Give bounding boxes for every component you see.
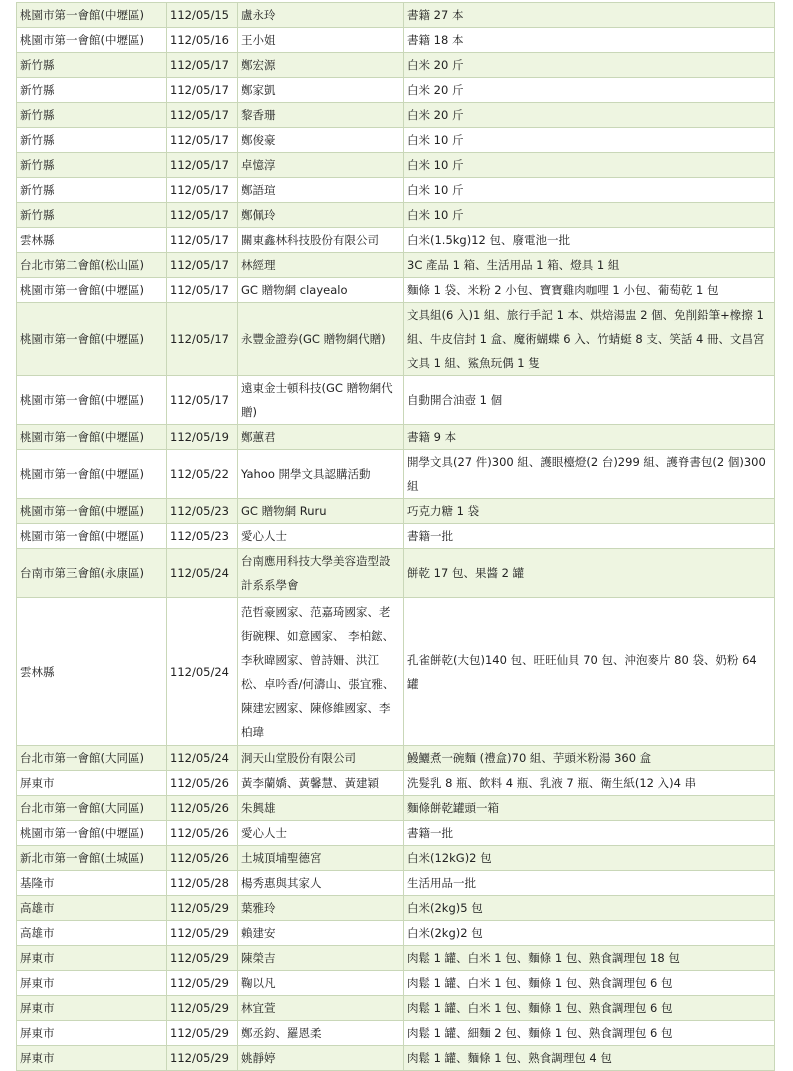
cell-items: 肉鬆 1 罐、麵條 1 包、熟食調理包 4 包: [404, 1046, 775, 1071]
cell-location: 新竹縣: [17, 203, 167, 228]
cell-date: 112/05/26: [167, 796, 238, 821]
cell-location: 雲林縣: [17, 228, 167, 253]
cell-date: 112/05/17: [167, 78, 238, 103]
cell-donor: 陳榮吉: [238, 946, 404, 971]
cell-location: 新北市第一會館(土城區): [17, 846, 167, 871]
cell-location: 雲林縣: [17, 598, 167, 746]
cell-location: 新竹縣: [17, 178, 167, 203]
cell-date: 112/05/23: [167, 524, 238, 549]
table-row: [17, 53, 775, 78]
cell-donor: 范哲豪國家、范嘉琦國家、老街碗粿、如意國家、 李柏鋐、李秋暐國家、曾詩姍、洪江松、卓吟香/何濤山、張宜雅、陳建宏國家、陳修維國家、李柏瑋: [238, 598, 404, 746]
cell-date: 112/05/15: [167, 3, 238, 28]
cell-donor: 賴建安: [238, 921, 404, 946]
cell-date: 112/05/17: [167, 303, 238, 376]
cell-date: 112/05/17: [167, 253, 238, 278]
cell-date: 112/05/24: [167, 746, 238, 771]
donation-table: [16, 2, 775, 1071]
cell-date: 112/05/22: [167, 450, 238, 499]
table-row: [17, 896, 775, 921]
table-row: [17, 450, 775, 499]
cell-date: 112/05/26: [167, 771, 238, 796]
cell-items: 書籍一批: [404, 821, 775, 846]
cell-location: 桃園市第一會館(中壢區): [17, 278, 167, 303]
cell-items: 文具組(6 入)1 組、旅行手記 1 本、烘焙湯盅 2 個、免削鉛筆+橡擦 1 組、牛皮信封 1 盒、魔術蝴蝶 6 入、竹蜻蜓 8 支、笑話 4 冊、文昌宮文具 1 組、鯊魚玩偶 1 隻: [404, 303, 775, 376]
cell-donor: 愛心人士: [238, 821, 404, 846]
cell-date: 112/05/17: [167, 153, 238, 178]
cell-date: 112/05/29: [167, 996, 238, 1021]
table-row: [17, 598, 775, 746]
cell-donor: GC 贈物網 clayealo: [238, 278, 404, 303]
cell-donor: 鞠以凡: [238, 971, 404, 996]
table-row: [17, 178, 775, 203]
cell-items: 白米(2kg)2 包: [404, 921, 775, 946]
cell-donor: 葉雅玲: [238, 896, 404, 921]
cell-location: 屏東市: [17, 971, 167, 996]
cell-date: 112/05/17: [167, 278, 238, 303]
cell-location: 屏東市: [17, 1021, 167, 1046]
cell-date: 112/05/17: [167, 203, 238, 228]
table-row: [17, 871, 775, 896]
cell-donor: 林宜萱: [238, 996, 404, 1021]
cell-location: 台南市第三會館(永康區): [17, 549, 167, 598]
cell-donor: 洞天山堂股份有限公司: [238, 746, 404, 771]
table-row: [17, 228, 775, 253]
cell-donor: 楊秀惠與其家人: [238, 871, 404, 896]
cell-items: 白米 20 斤: [404, 103, 775, 128]
cell-date: 112/05/17: [167, 228, 238, 253]
table-row: [17, 425, 775, 450]
cell-date: 112/05/26: [167, 821, 238, 846]
cell-date: 112/05/17: [167, 178, 238, 203]
cell-items: 白米 10 斤: [404, 203, 775, 228]
cell-donor: 台南應用科技大學美容造型設計系系學會: [238, 549, 404, 598]
cell-items: 白米 10 斤: [404, 153, 775, 178]
table-row: [17, 103, 775, 128]
cell-items: 自動開合油壺 1 個: [404, 376, 775, 425]
cell-items: 洗髮乳 8 瓶、飲料 4 瓶、乳液 7 瓶、衛生紙(12 入)4 串: [404, 771, 775, 796]
table-row: [17, 278, 775, 303]
table-row: [17, 971, 775, 996]
table-row: [17, 921, 775, 946]
cell-date: 112/05/17: [167, 128, 238, 153]
table-row: [17, 549, 775, 598]
cell-date: 112/05/17: [167, 53, 238, 78]
cell-items: 3C 產品 1 箱、生活用品 1 箱、燈具 1 組: [404, 253, 775, 278]
cell-donor: 遠東金士頓科技(GC 贈物網代贈): [238, 376, 404, 425]
cell-items: 書籍一批: [404, 524, 775, 549]
donation-table-body: [17, 3, 775, 1071]
cell-location: 桃園市第一會館(中壢區): [17, 450, 167, 499]
table-row: [17, 376, 775, 425]
table-row: [17, 821, 775, 846]
cell-items: 白米(12kG)2 包: [404, 846, 775, 871]
cell-date: 112/05/24: [167, 598, 238, 746]
cell-location: 桃園市第一會館(中壢區): [17, 376, 167, 425]
table-row: [17, 499, 775, 524]
table-row: [17, 3, 775, 28]
table-row: [17, 946, 775, 971]
cell-date: 112/05/29: [167, 971, 238, 996]
cell-donor: 永豐金證券(GC 贈物網代贈): [238, 303, 404, 376]
donation-list: [16, 2, 774, 1071]
cell-location: 屏東市: [17, 996, 167, 1021]
table-row: [17, 996, 775, 1021]
cell-location: 桃園市第一會館(中壢區): [17, 3, 167, 28]
cell-items: 白米 10 斤: [404, 178, 775, 203]
cell-donor: 盧永玲: [238, 3, 404, 28]
cell-date: 112/05/24: [167, 549, 238, 598]
cell-donor: 姚靜婷: [238, 1046, 404, 1071]
cell-donor: 黃李蘭嬌、黃馨慧、黃建穎: [238, 771, 404, 796]
cell-donor: 朱興雄: [238, 796, 404, 821]
cell-location: 桃園市第一會館(中壢區): [17, 303, 167, 376]
cell-donor: 關東鑫林科技股份有限公司: [238, 228, 404, 253]
cell-location: 基隆市: [17, 871, 167, 896]
cell-donor: 鄭佩玲: [238, 203, 404, 228]
cell-items: 白米 10 斤: [404, 128, 775, 153]
cell-donor: 鄭家凱: [238, 78, 404, 103]
table-row: [17, 1021, 775, 1046]
cell-location: 新竹縣: [17, 103, 167, 128]
table-row: [17, 253, 775, 278]
table-row: [17, 153, 775, 178]
cell-items: 餅乾 17 包、果醬 2 罐: [404, 549, 775, 598]
cell-items: 巧克力糖 1 袋: [404, 499, 775, 524]
cell-items: 肉鬆 1 罐、白米 1 包、麵條 1 包、熟食調理包 6 包: [404, 971, 775, 996]
cell-donor: 土城頂埔聖德宮: [238, 846, 404, 871]
cell-date: 112/05/16: [167, 28, 238, 53]
cell-items: 肉鬆 1 罐、細麵 2 包、麵條 1 包、熟食調理包 6 包: [404, 1021, 775, 1046]
cell-date: 112/05/29: [167, 921, 238, 946]
table-row: [17, 746, 775, 771]
cell-date: 112/05/17: [167, 103, 238, 128]
cell-items: 開學文具(27 件)300 組、護眼檯燈(2 台)299 組、護脊書包(2 個)300 組: [404, 450, 775, 499]
table-row: [17, 524, 775, 549]
cell-location: 屏東市: [17, 946, 167, 971]
cell-date: 112/05/26: [167, 846, 238, 871]
cell-items: 白米(2kg)5 包: [404, 896, 775, 921]
cell-donor: 林經理: [238, 253, 404, 278]
cell-items: 生活用品一批: [404, 871, 775, 896]
cell-donor: Yahoo 開學文具認購活動: [238, 450, 404, 499]
cell-donor: 鄭語瑄: [238, 178, 404, 203]
cell-location: 屏東市: [17, 771, 167, 796]
cell-location: 桃園市第一會館(中壢區): [17, 28, 167, 53]
cell-donor: 鄭丞鈞、羅恩柔: [238, 1021, 404, 1046]
cell-donor: 王小姐: [238, 28, 404, 53]
cell-items: 白米 20 斤: [404, 78, 775, 103]
table-row: [17, 1046, 775, 1071]
cell-location: 新竹縣: [17, 78, 167, 103]
cell-location: 高雄市: [17, 921, 167, 946]
cell-location: 台北市第二會館(松山區): [17, 253, 167, 278]
cell-items: 鰻鱺煮一碗麵 (禮盒)70 組、芋頭米粉湯 360 盒: [404, 746, 775, 771]
cell-location: 新竹縣: [17, 128, 167, 153]
cell-location: 桃園市第一會館(中壢區): [17, 821, 167, 846]
cell-date: 112/05/29: [167, 946, 238, 971]
cell-location: 桃園市第一會館(中壢區): [17, 425, 167, 450]
cell-donor: 愛心人士: [238, 524, 404, 549]
table-row: [17, 78, 775, 103]
table-row: [17, 796, 775, 821]
cell-date: 112/05/29: [167, 1021, 238, 1046]
cell-location: 台北市第一會館(大同區): [17, 796, 167, 821]
cell-items: 麵條餅乾罐頭一箱: [404, 796, 775, 821]
cell-location: 高雄市: [17, 896, 167, 921]
cell-items: 書籍 27 本: [404, 3, 775, 28]
cell-items: 肉鬆 1 罐、白米 1 包、麵條 1 包、熟食調理包 18 包: [404, 946, 775, 971]
cell-date: 112/05/19: [167, 425, 238, 450]
cell-location: 桃園市第一會館(中壢區): [17, 499, 167, 524]
cell-items: 肉鬆 1 罐、白米 1 包、麵條 1 包、熟食調理包 6 包: [404, 996, 775, 1021]
cell-location: 桃園市第一會館(中壢區): [17, 524, 167, 549]
cell-donor: 鄭俊豪: [238, 128, 404, 153]
cell-donor: GC 贈物網 Ruru: [238, 499, 404, 524]
cell-location: 新竹縣: [17, 153, 167, 178]
cell-date: 112/05/23: [167, 499, 238, 524]
table-row: [17, 203, 775, 228]
table-row: [17, 28, 775, 53]
cell-items: 書籍 9 本: [404, 425, 775, 450]
cell-date: 112/05/28: [167, 871, 238, 896]
cell-items: 白米(1.5kg)12 包、廢電池一批: [404, 228, 775, 253]
cell-donor: 黎香珊: [238, 103, 404, 128]
cell-date: 112/05/29: [167, 896, 238, 921]
table-row: [17, 771, 775, 796]
cell-donor: 卓憶淳: [238, 153, 404, 178]
cell-date: 112/05/29: [167, 1046, 238, 1071]
cell-items: 麵條 1 袋、米粉 2 小包、寶寶雞肉咖哩 1 小包、葡萄乾 1 包: [404, 278, 775, 303]
table-row: [17, 303, 775, 376]
cell-items: 書籍 18 本: [404, 28, 775, 53]
cell-items: 白米 20 斤: [404, 53, 775, 78]
cell-donor: 鄭蕙君: [238, 425, 404, 450]
cell-location: 台北市第一會館(大同區): [17, 746, 167, 771]
cell-location: 新竹縣: [17, 53, 167, 78]
cell-donor: 鄭宏源: [238, 53, 404, 78]
cell-date: 112/05/17: [167, 376, 238, 425]
cell-items: 孔雀餅乾(大包)140 包、旺旺仙貝 70 包、沖泡麥片 80 袋、奶粉 64 罐: [404, 598, 775, 746]
table-row: [17, 846, 775, 871]
cell-location: 屏東市: [17, 1046, 167, 1071]
table-row: [17, 128, 775, 153]
